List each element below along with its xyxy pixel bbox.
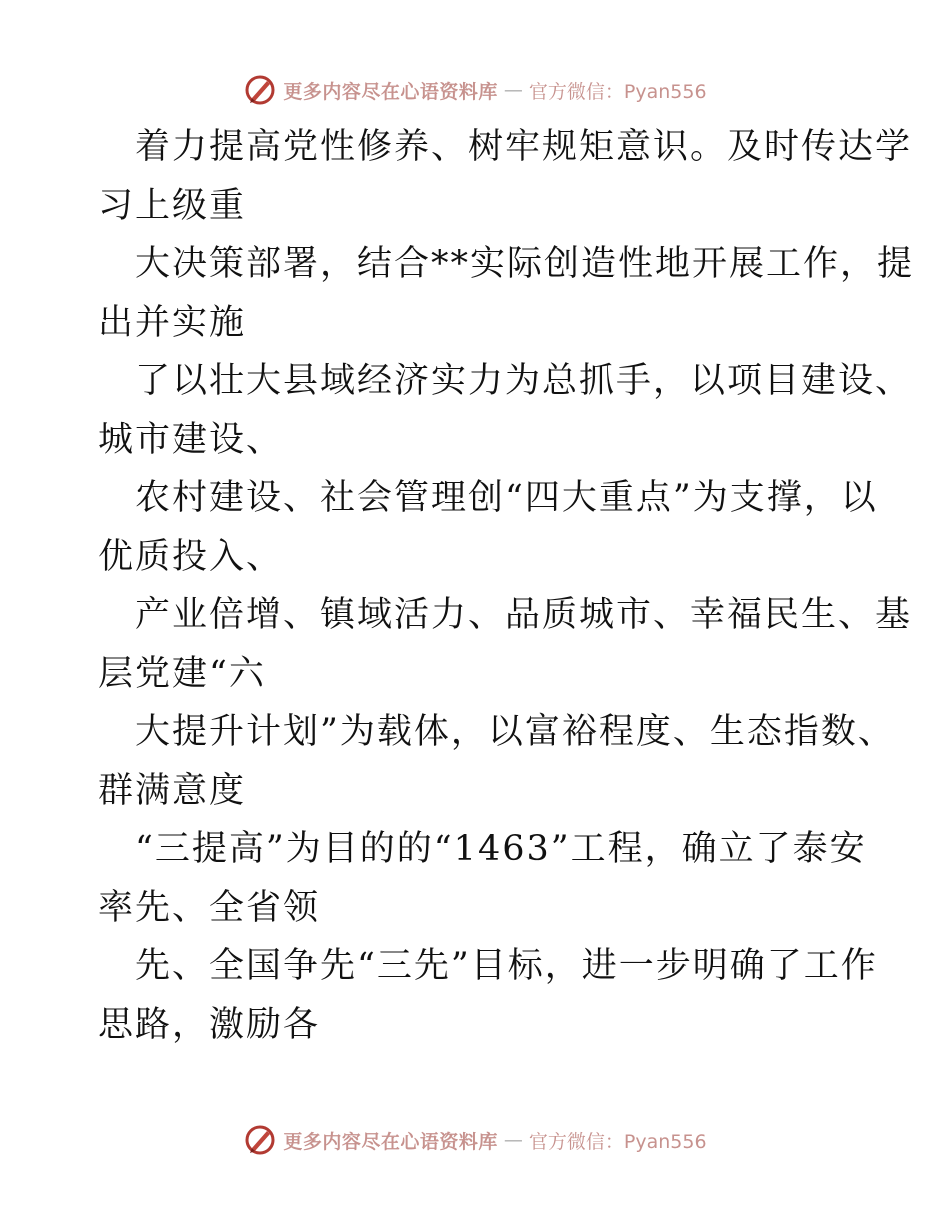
paragraph-8 [98, 937, 878, 1054]
paragraph-2 [98, 235, 915, 352]
watermark-contact: 官方微信：Pyan556 [528, 1130, 707, 1153]
paragraph-line: 优质投入、 [98, 536, 284, 577]
paragraph-5 [98, 586, 913, 703]
watermark-site-text: 更多内容尽在心语资料库 [283, 80, 498, 103]
paragraph-7 [98, 820, 867, 937]
paragraph-4 [98, 469, 878, 586]
watermark-dash: — [503, 79, 523, 101]
paragraph-line: 大提升计划”为载体，以富裕程度、生态指数、 [135, 712, 895, 752]
footer-watermark [0, 1120, 950, 1160]
paragraph-line: 出并实施 [98, 302, 247, 343]
paragraph-line: 农村建设、社会管理创“四大重点”为支撑，以 [135, 478, 878, 518]
paragraph-line: 了以壮大县域经济实力为总抓手，以项目建设、 [135, 361, 913, 401]
paragraph-line: 先、全国争先“三先”目标，进一步明确了工作 [135, 946, 878, 986]
paragraph-6 [98, 703, 895, 820]
watermark-site-text: 更多内容尽在心语资料库 [283, 1130, 498, 1153]
paragraph-line: 群满意度 [98, 770, 247, 811]
paragraph-line: 思路，激励各 [98, 1004, 321, 1045]
paragraph-line: 城市建设、 [98, 419, 284, 460]
paragraph-line: 层党建“六 [98, 653, 266, 694]
watermark-contact: 官方微信：Pyan556 [528, 80, 707, 103]
pen-logo-icon [243, 1123, 277, 1157]
paragraph-line: 着力提高党性修养、树牢规矩意识。及时传达学 [135, 127, 913, 167]
paragraph-line: 率先、全省领 [98, 887, 321, 928]
document-body [98, 118, 915, 1054]
paragraph-3 [98, 352, 913, 469]
header-watermark [0, 70, 950, 110]
paragraph-line: 产业倍增、镇域活力、品质城市、幸福民生、基 [135, 595, 913, 635]
paragraph-line: “三提高”为目的的“1463”工程，确立了泰安 [135, 829, 867, 869]
paragraph-1 [98, 118, 913, 235]
pen-logo-icon [243, 73, 277, 107]
watermark-dash: — [503, 1129, 523, 1151]
paragraph-line: 习上级重 [98, 185, 247, 226]
paragraph-line: 大决策部署，结合**实际创造性地开展工作，提 [135, 244, 915, 284]
